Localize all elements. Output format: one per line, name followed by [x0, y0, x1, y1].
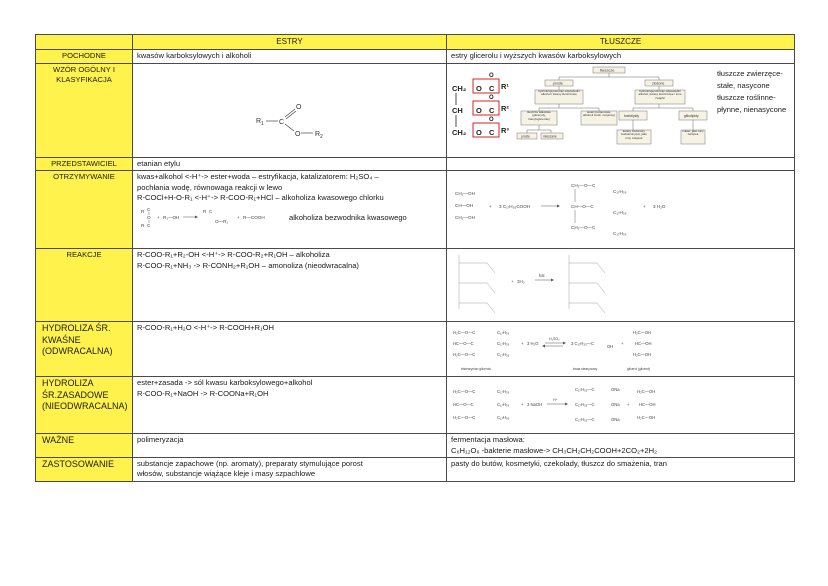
- cell-otrzymywanie-estry: [133, 171, 447, 249]
- tree-l3-fosfolipidy: fosfolipidy: [624, 113, 640, 118]
- row-wzor: [36, 63, 795, 157]
- formula-o-double: O: [296, 103, 302, 111]
- row-reakcje: [36, 249, 795, 322]
- header-corner: [36, 35, 133, 50]
- ah-caption-2: kwas stearynowy: [573, 367, 598, 372]
- hydrogenation-left-structure: [459, 255, 495, 313]
- tree-l3-woski: woski (terpenowe, alkoholi wosk. cetylowy): [582, 110, 615, 118]
- tg-o-3: O: [476, 127, 482, 137]
- syn-ch2-top: CH₂—O—C: [571, 183, 596, 189]
- cell-wazne-tluszcze: [447, 434, 795, 458]
- anh-c-top: C: [147, 207, 151, 213]
- sap-salt-end-1: ONa: [611, 387, 620, 393]
- tree-l4-proste: proste: [521, 134, 530, 139]
- cell-hydroliza-zasadowa-estry: [133, 377, 447, 434]
- anh-p-or1: O—R₁: [215, 219, 229, 225]
- syn-choh: CH—OH: [455, 203, 474, 209]
- cell-pochodne-estry: kwasów karboksylowych i alkoholi: [133, 50, 447, 63]
- label-hydroliza-kwasna: [36, 322, 133, 377]
- ah-gl-bottom: H₂C—OH: [633, 352, 652, 358]
- tree-l3-glikolipidy: glikolipidy: [684, 113, 699, 118]
- label-hk-line1: HYDROLIZA ŚR.: [42, 323, 111, 334]
- otrzymywanie-line-3: R-COCl+H-O-R₁ <-H⁺-> R-COO-R₁+HCl – alkoholiza kwasowego chlorku: [137, 193, 384, 203]
- label-wzor-line2: KLASYFIKACJA: [56, 75, 112, 85]
- sap-reagent: 3 NaOH: [527, 402, 543, 408]
- sap-salt-1: C₁₇H₃₅—C: [575, 387, 595, 393]
- sap-plus-2: +: [627, 402, 630, 408]
- cell-otrzymywanie-tluszcze: [447, 171, 795, 249]
- sap-chain-1: C₁₇H₃₅: [497, 389, 510, 395]
- cell-przedstawiciel-estry: etanian etylu: [133, 157, 447, 170]
- hyd-reagent: 3H₂: [517, 279, 525, 285]
- tree-l2-proste-desc: hydrolizują tworząc odpowiedni alkohol i kwasy tłuszczowe: [538, 89, 580, 97]
- sap-left-bottom: H₂C—O—C: [453, 415, 476, 421]
- anh-plus-2: +: [237, 215, 240, 221]
- zastosowanie-line-2: włosów, substancje wiążące kleje i masy szpachlowe: [137, 469, 316, 479]
- syn-acid: 3 C₁₇H₃₅COOH: [499, 204, 531, 210]
- ah-water: 3 H₂O: [527, 341, 539, 347]
- label-wzor-line1: WZÓR OGÓLNY I: [53, 64, 115, 74]
- triglyceride-formula: [452, 73, 509, 137]
- anh-p-c: C: [209, 209, 213, 215]
- tg-r1: R¹: [501, 81, 509, 91]
- anh-plus-1: +: [157, 215, 160, 221]
- ah-left-mid: HC—O—C: [453, 341, 474, 347]
- tg-c-3: C: [489, 127, 495, 137]
- tree-l1-proste: proste: [553, 81, 563, 86]
- hz-line-2: R-COO-R₁+NaOH -> R-COONa+R₁OH: [137, 388, 269, 398]
- sap-left-top: H₂C—O—C: [453, 389, 476, 395]
- anhydride-scheme: [137, 203, 285, 233]
- fat-type-note: [717, 69, 786, 114]
- label-przedstawiciel: PRZEDSTAWICIEL: [36, 157, 133, 170]
- ah-left-top: H₂C—O—C: [453, 330, 476, 336]
- cell-wzor-estry: [133, 63, 447, 157]
- wazne-line-1: fermentacja masłowa:: [451, 435, 525, 445]
- label-wzor: [36, 63, 133, 157]
- anh-c-bottom: C: [147, 223, 151, 229]
- anh-arrowhead: [195, 216, 198, 219]
- sap-arrowhead: [565, 403, 568, 406]
- reakcje-line-2: R-COO-R₁+NH₃ -> R-CONH₂+R₁OH – amonoliza (nieodwracalna): [137, 260, 359, 270]
- tg-c-1: C: [489, 83, 495, 93]
- ah-left-bottom: H₂C—O—C: [453, 352, 476, 358]
- hyd-catalyst: kat: [539, 273, 545, 279]
- formula-r1: R: [256, 117, 262, 125]
- fat-formula-and-classification: [447, 64, 795, 157]
- label-reakcje: REAKCJE: [36, 249, 133, 322]
- syn-ch2oh-top: CH₂—OH: [455, 191, 475, 197]
- sap-salt-end-2: ONa: [611, 402, 620, 408]
- label-hz-line1: HYDROLIZA: [42, 378, 94, 389]
- ah-plus: +: [521, 341, 524, 347]
- tg-ch2-top: CH₂: [452, 83, 467, 93]
- note-line-3: tłuszcze roślinne-: [717, 92, 776, 102]
- anhydride-row: [137, 203, 442, 233]
- label-pochodne: POCHODNE: [36, 50, 133, 63]
- formula-c: C: [279, 118, 285, 126]
- note-line-1: tłuszcze zwierzęce-: [717, 68, 783, 78]
- tg-ch: CH: [452, 105, 463, 115]
- ah-chain-3: C₁₇H₃₅: [497, 352, 510, 358]
- tree-l3-tluszcze-wlasciwe: tłuszcze właściwe (glicerydy, triacyloglicerole): [527, 110, 551, 121]
- cell-pochodne-tluszcze: estry glicerolu i wyższych kwasów karboksylowych: [447, 50, 795, 63]
- cell-hydroliza-zasadowa-tluszcze: [447, 377, 795, 434]
- label-zastosowanie: ZASTOSOWANIE: [36, 458, 133, 482]
- sap-salt-end-3: ONa: [611, 417, 620, 423]
- sap-chain-2: C₁₇H₃₅: [497, 402, 510, 408]
- syn-ch: CH—O—C: [571, 204, 594, 210]
- tg-odouble-3: O: [489, 116, 494, 123]
- tg-odouble-2: O: [489, 94, 494, 101]
- formula-r2-sub: 2: [320, 133, 323, 140]
- anh-r-bottom: R: [141, 223, 145, 229]
- ah-caption-3: glicerol (glicerol): [627, 367, 651, 372]
- cell-wzor-tluszcze: [447, 63, 795, 157]
- hz-line-1: ester+zasada -> sól kwasu karboksylowego+alkohol: [137, 378, 313, 388]
- anh-p-r: R: [203, 209, 207, 215]
- tg-c-2: C: [489, 105, 495, 115]
- note-line-2: stałe, nasycone: [717, 80, 770, 90]
- zastosowanie-line-1: substancje zapachowe (np. aromaty), preparaty stymulujące porost: [137, 459, 363, 469]
- syn-plus: +: [489, 204, 492, 210]
- classification-tree: [517, 67, 707, 144]
- ah-chain-2: C₁₇H₃₅: [497, 341, 510, 347]
- tree-l2-zlozone-desc: hydrolizują tworząc odpowiedni alkohol, kwasy tłuszczowe i inne związki: [638, 89, 682, 100]
- ah-acid: 3 C₁₇H₃₅—C: [571, 341, 594, 347]
- ah-catalyst: H₂SO₄: [549, 337, 560, 342]
- ah-gl-top: H₂C—OH: [633, 330, 652, 336]
- syn-arrowhead: [557, 205, 560, 208]
- cell-przedstawiciel-tluszcze: [447, 157, 795, 170]
- hyd-arrowhead: [551, 279, 554, 282]
- row-zastosowanie: [36, 458, 795, 482]
- label-hz-line3: (NIEODWRACALNA): [42, 401, 128, 412]
- formula-r1-sub: 1: [261, 120, 264, 127]
- row-przedstawiciel: [36, 157, 795, 170]
- tree-l4-mieszane: mieszane: [543, 134, 557, 139]
- ah-gl-mid: HC—OH: [635, 341, 652, 347]
- sap-left-mid: HC—O—C: [453, 402, 474, 408]
- row-hydroliza-zasadowa: [36, 377, 795, 434]
- row-wazne: [36, 434, 795, 458]
- otrzymywanie-line-2: pochłania wodę, równowaga reakcji w lewo: [137, 182, 283, 192]
- syn-water-plus: +: [643, 204, 646, 210]
- comparison-table: [35, 34, 795, 482]
- wazne-line-2: C₆H₁₂O₆ -bakterie masłowe-> CH₃CH₂CH₂COOH+2CO₂+2H₂: [451, 445, 658, 455]
- otrzymywanie-line-4: alkoholiza bezwodnika kwasowego: [289, 213, 407, 223]
- row-pochodne: [36, 50, 795, 63]
- label-hk-line2: KWAŚNE: [42, 334, 81, 345]
- tree-l4-fosfo: kwasy fosforowy, fosfoaminy(H), jako inny związek: [621, 129, 647, 140]
- sap-salt-3: C₁₇H₃₅—C: [575, 417, 595, 423]
- syn-ch2oh-bottom: CH₂—OH: [455, 215, 475, 221]
- header-row: [36, 35, 795, 50]
- sap-plus: +: [521, 402, 524, 408]
- reakcje-line-1: R-COO-R₁+R₂-OH <-H⁺-> R-COO-R₂+R₁OH – alkoholiza: [137, 250, 330, 260]
- cell-wazne-estry: polimeryzacja: [133, 434, 447, 458]
- formula-o-single: O: [295, 130, 301, 138]
- syn-water: 3 H₂O: [653, 204, 666, 210]
- anh-o-mid: O: [147, 215, 151, 221]
- sap-catalyst: H⁺: [553, 398, 558, 403]
- cell-zastosowanie-tluszcze: pasty do butów, kosmetyki, czekolady, tłuszcz do smażenia, tran: [447, 458, 795, 482]
- ah-acid-oh: OH: [607, 344, 614, 350]
- cell-reakcje-estry: [133, 249, 447, 322]
- note-line-4: płynne, nienasycone: [717, 104, 787, 114]
- anh-rcooh: R—COOH: [243, 215, 265, 221]
- tree-root: tłuszcze: [600, 67, 615, 73]
- ah-caption-1: tristearynian glicerolu: [461, 367, 492, 372]
- tg-o-2: O: [476, 105, 482, 115]
- saponification-scheme: [447, 377, 795, 433]
- summary-sheet: [35, 34, 794, 482]
- tg-o-1: O: [476, 83, 482, 93]
- sap-gl-mid: HC—OH: [639, 402, 656, 408]
- ester-general-formula: [137, 65, 443, 153]
- ah-chain-1: C₁₇H₃₅: [497, 330, 510, 336]
- sap-gl-bottom: H₂C—OH: [637, 415, 656, 421]
- acid-hydrolysis-scheme: [447, 322, 795, 376]
- sap-salt-2: C₁₇H₃₅—C: [575, 402, 595, 408]
- sap-chain-3: C₁₇H₃₅: [497, 415, 510, 421]
- syn-chain-3: C₁₇H₃₅: [613, 231, 627, 237]
- ah-arrowhead-back: [542, 345, 545, 348]
- tg-odouble-1: O: [489, 72, 494, 79]
- row-hydroliza-kwasna: [36, 322, 795, 377]
- row-otrzymywanie: [36, 171, 795, 249]
- label-hz-line2: ŚR.ZASADOWE: [42, 389, 109, 400]
- hydrogenation-scheme: [447, 249, 795, 321]
- hyd-plus: +: [511, 279, 514, 285]
- cell-hydroliza-kwasna-tluszcze: [447, 322, 795, 377]
- ah-arrowhead-fwd: [563, 342, 566, 345]
- tree-l1-zlozone: złożone: [652, 81, 665, 86]
- bond-c-o-single: [285, 124, 294, 131]
- cell-hydroliza-kwasna-estry: R-COO-R₁+H₂O <-H⁺-> R-COOH+R₁OH: [133, 322, 447, 377]
- cell-zastosowanie-estry: [133, 458, 447, 482]
- label-wazne: WAŻNE: [36, 434, 133, 458]
- label-hydroliza-zasadowa: [36, 377, 133, 434]
- hydrogenation-right-structure: [569, 255, 605, 313]
- otrzymywanie-line-1: kwas+alkohol <-H⁺-> ester+woda – estryfikacja, katalizatorem: H₂SO₄ –: [137, 172, 379, 182]
- tg-r3: R³: [501, 125, 509, 135]
- syn-chain-2: C₁₇H₃₅: [613, 210, 627, 216]
- label-hk-line3: (ODWRACALNA): [42, 346, 113, 357]
- anh-r1oh: R₁—OH: [163, 215, 180, 221]
- header-tluszcze: TŁUSZCZE: [447, 35, 795, 50]
- sap-gl-top: H₂C—OH: [637, 389, 656, 395]
- cell-reakcje-tluszcze: [447, 249, 795, 322]
- syn-chain-1: C₁₇H₃₅: [613, 189, 627, 195]
- syn-ch2-bottom: CH₂—O—C: [571, 225, 596, 231]
- tg-r2: R²: [501, 103, 509, 113]
- ah-plus-2: +: [621, 341, 624, 347]
- tg-ch2-bottom: CH₂: [452, 127, 467, 137]
- header-estry: ESTRY: [133, 35, 447, 50]
- tree-l4-cukier: cukier, jako inny związek: [682, 129, 704, 137]
- label-otrzymywanie: OTRZYMYWANIE: [36, 171, 133, 249]
- fat-synthesis-scheme: [447, 171, 795, 248]
- formula-r2: R: [315, 130, 321, 138]
- anh-r-top: R: [141, 209, 145, 215]
